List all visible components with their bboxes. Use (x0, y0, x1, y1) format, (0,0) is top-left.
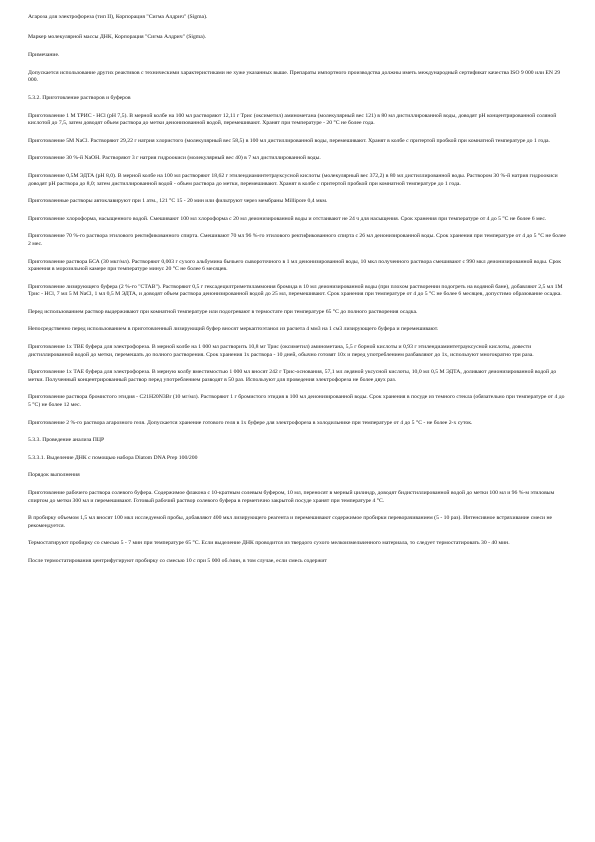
document-paragraph: Приготовление рабочего раствора солевого буфера. Содержимое флакона с 10-кратным солевым буфером, 10 мл, переносят в мерный цилиндр, доводят бидистиллированной водой до метки 100 мл и 96 %-м этиловым спиртом до метки 300 мл и перемешивают. Готовый рабочий раствор солевого буфера в герметично закрытой посуде хранят при температуре 4 °С. (28, 490, 555, 504)
document-paragraph: В пробирку объемом 1,5 мл вносят 100 мкл исследуемой пробы, добавляют 400 мкл лизирующего реагента и перемешивают содержимое пробирки переворачиванием (5 - 10 раз). Интенсивное встряхивание смеси не рекомендуется. (28, 515, 553, 529)
document-paragraph: Приготовление 0,5М ЭДТА (pH 8,0). В мерной колбе на 100 мл растворяют 18,62 г этилендиаминтетрауксусной кислоты (молекулярный вес 372,2) в 80 мл дистиллированной воды. Раствором 30 %-й натрия гидроокиси доводят pH раствора до 8,0; затем дистиллированной водой - объем раствора до метки, перемешивают. Хранят в колбе с притертой пробкой при комнатной температуре до 1 года. (28, 172, 558, 187)
document-paragraph: Порядок выполнения (28, 472, 80, 479)
document-paragraph: Приготовление 2 %-го раствора агарозного геля. Допускается хранение готового геля в 1х буфере для электрофореза в холодильнике при температуре от 4 до 5 °С - не более 2-х суток. (28, 419, 473, 426)
document-paragraph: Допускается использование других реактивов с техническими характеристиками не хуже указанных выше. Препараты импортного производства должны иметь международный сертификат качества ISO 9 000 или EN 29 000. (28, 69, 561, 84)
document-paragraph: Приготовление раствора БСА (30 мкг/мл). Растворяют 0,003 г сухого альбумина бычьего сывороточного в 1 мл деионизированной воды, 10 мкл полученного раствора смешивают с 990 мкл деионизированной воды. Срок хранения в морозильной камере при температуре минус 20 °С не более 6 месяцев. (28, 258, 562, 273)
document-paragraph: 5.3.3.1. Выделение ДНК с помощью набора Diatom DNA Prep 100/200 (28, 454, 198, 461)
document-paragraph: Приготовление хлороформа, насыщенного водой. Смешивают 100 мл хлороформа с 20 мл деионизированной воды и отстаивают не 24 ч для насыщения. Срок хранения при температуре от 4 до 5 °С не более 6 мес. (28, 215, 547, 222)
document-paragraph: 5.3.3. Проведение анализа ПЦР (28, 437, 105, 444)
document-paragraph: Перед использованием раствор выдерживают при комнатной температуре или подогревают в термостате при температуре 65 °С до полного растворения осадка. (28, 308, 418, 315)
document-paragraph: Термостатируют пробирку со смесью 5 - 7 мин при температуре 65 °С. Если выделение ДНК проводится из твердого сухого мелкоизмельченного материала, то следует термостатировать 30 - 40 мин. (28, 540, 510, 547)
document-paragraph: 5.3.2. Приготовление растворов и буферов (28, 94, 131, 101)
document-paragraph: Приготовленные растворы автоклавируют при 1 атм., 121 °С 15 - 20 мин или фильтруют через мембраны Millipore 0,4 мкм. (28, 198, 328, 205)
document-paragraph: Агароза для электрофореза (тип II), Корпорация "Сигма Алдрич" (Sigma). (28, 14, 208, 20)
document-paragraph: После термостатирования центрифугируют пробирку со смесью 10 с при 5 000 об./мин, в том случае, если смесь содержит (28, 557, 327, 564)
document-paragraph: Примечание. (28, 52, 60, 59)
document-paragraph: Приготовление 70 %-го раствора этилового ректификованного спирта. Смешивают 70 мл 96 %-го этилового ректификованного спирта с 26 мл деионизированной воды. Срок хранения при температуре от 4 до 5 °С не более 2 мес. (28, 233, 566, 247)
document-paragraph: Приготовление 5М NaCl. Растворяют 29,22 г натрия хлористого (молекулярный вес 58,5) в 100 мл дистиллированной воды, перемешивают. Хранят в колбе с притертой пробкой при комнатной температуре до 1 года. (28, 137, 550, 144)
document-paragraph: Непосредственно перед использованием в приготовленный лизирующий буфер вносят меркаптоэтанол из расчета 4 мм3 на 1 см3 лизирующего буфера и перемешивают. (28, 326, 439, 333)
document-paragraph: Приготовление 1х ТВЕ буфера для электрофореза. В мерной колбе на 1 000 мл растворить 10,8 мг Трис (оксиметил) аминометана, 5,5 г борной кислоты и 0,93 г этилендиаминтетрауксусной кислоты, довести дистиллированной водой до метки, перемешать до полного растворения. Срок хранения 1х раствора - 10 дней, обычно готовят 10х и перед употреблением разбавляют до 1х, используют многократно три раза. (28, 344, 534, 358)
document-paragraph: Приготовление 1 М ТРИС - HCl (pH 7,5). В мерной колбе на 100 мл растворяют 12,11 г Трис (оксиметил) аминометана (молекулярный вес 121) в 80 мл дистиллированной воды, доводят pH концентрированной соляной кислотой до 7,5, затем доводят объем раствора до метки деионизованной водой, перемешивают. Хранят при температуре - 20 °С не более года. (28, 112, 557, 127)
document-paragraph: Приготовление 1х ТАЕ буфера для электрофореза. В мерную колбу вместимостью 1 000 мл вносят 242 г Трис-основания, 57,1 мл ледяной уксусной кислоты, 10,0 мл 0,5 М ЭДТА, доливают деионизированной водой до метки. Полученный концентрированный раствор перед употреблением разводят в 50 раз. Используют для проведения электрофореза не более двух раз. (28, 369, 557, 383)
document-paragraph: Приготовление лизирующего буфера (2 %-го "СТАВ"). Растворяют 0,5 г гексадецилтриметиламмония бромида в 10 мл деионизированной воды (при плохом растворении подогреть на водяной бане), добавляют 2,5 мл 1М Трис - HCl, 7 мл 5 М NaCl, 1 мл 0,5 М ЭДТА, и доводят объем раствора деионизированной водой до 25 мл, перемешивают. Срок хранения при температуре от 4 до 5 °С не более 6 месяцев, допустимо образование осадка. (28, 283, 563, 298)
document-paragraph: Приготовление 30 %-й NaOH. Растворяют 3 г натрия гидроокиси (молекулярный вес 40) в 7 мл дистиллированной воды. (28, 155, 321, 162)
document-paragraph: Маркер молекулярной массы ДНК, Корпорация "Сигма Алдрич" (Sigma). (28, 33, 207, 40)
document-paragraph: Приготовление раствора бромистого этидия - С21Н20N3Br (10 мг/мл). Растворяют 1 г бромистого этидия в 100 мл деионизированной воды. Срок хранения в посуде из темного стекла (обязательно при температуре от 4 до 5 °С) не более 12 мес. (28, 394, 565, 409)
